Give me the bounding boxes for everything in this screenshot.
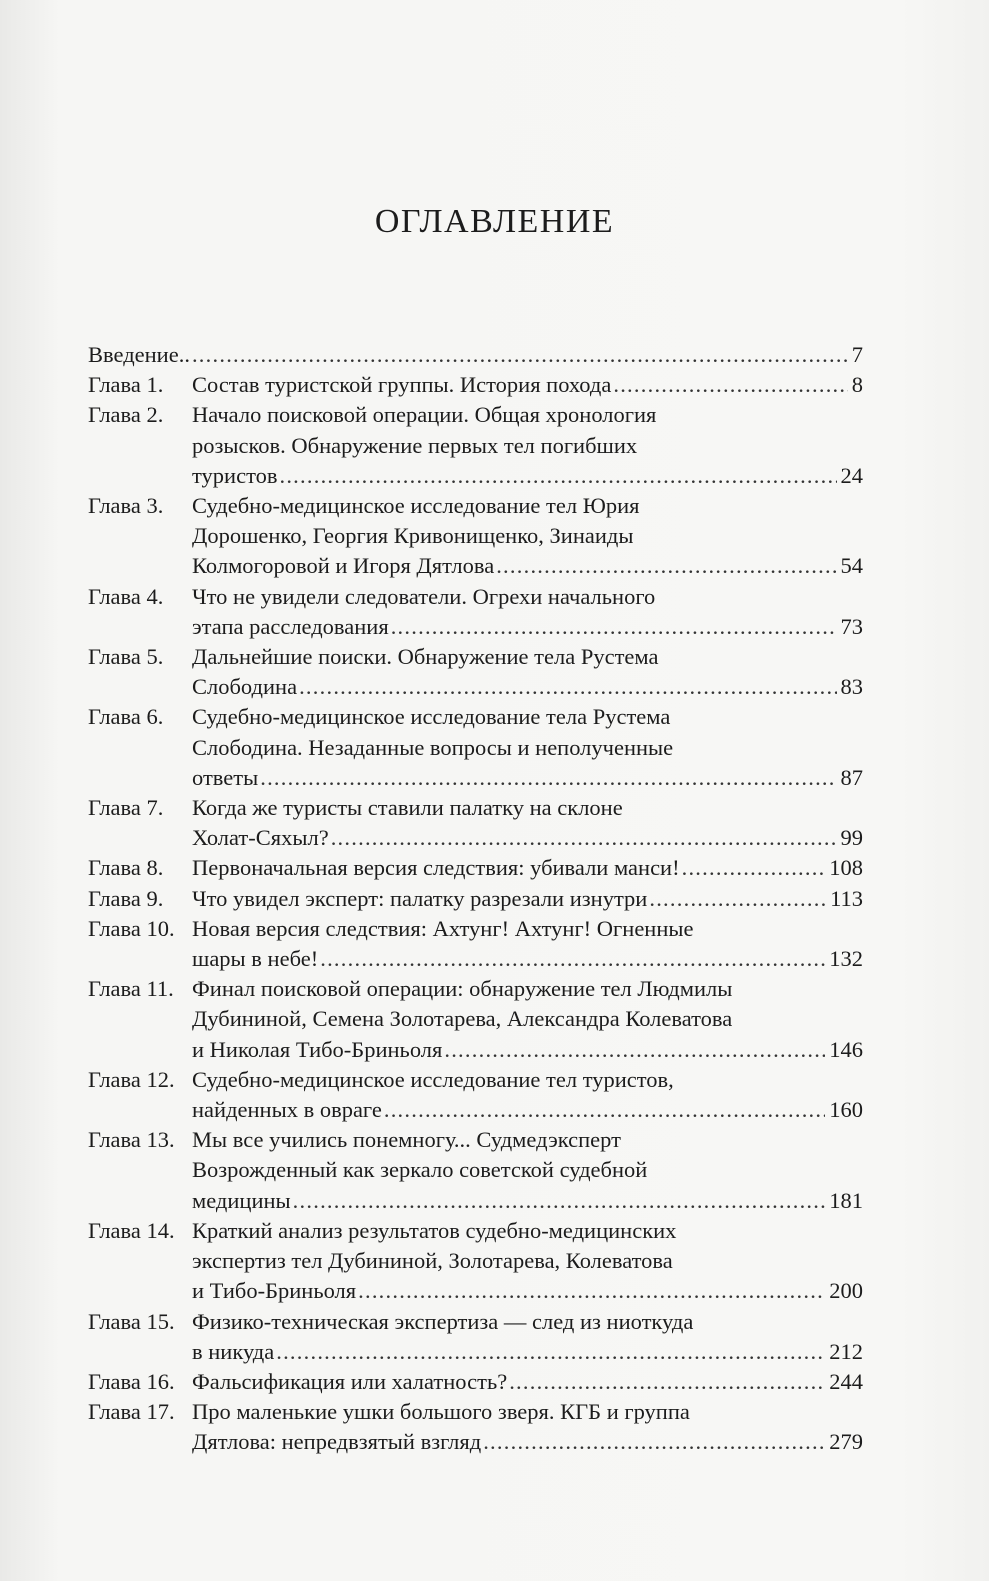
dot-leader <box>649 884 826 914</box>
chapter-title-line: и Тибо-Бриньоля <box>192 1278 357 1304</box>
chapter-title-line: шары в небе! <box>192 946 319 972</box>
toc-entry <box>88 1065 863 1125</box>
toc-page-number: 54 <box>840 553 863 579</box>
chapter-label: Глава 4. <box>88 583 164 609</box>
chapter-label: Глава 14. <box>88 1217 175 1243</box>
chapter-title-line: Фальсификация или халатность? <box>192 1368 508 1394</box>
chapter-title-line: Краткий анализ результатов судебно-медицинских <box>192 1217 677 1243</box>
chapter-title-line: в никуда <box>192 1338 275 1364</box>
chapter-title <box>192 853 863 883</box>
chapter-label: Глава 2. <box>88 402 164 428</box>
toc-entry <box>88 400 863 491</box>
chapter-label: Глава 1. <box>88 372 164 398</box>
chapter-title-line: Что не увидели следователи. Огрехи начального <box>192 583 656 609</box>
chapter-label: Глава 10. <box>88 915 175 941</box>
chapter-title-line: этапа расследования <box>192 613 389 639</box>
chapter-title <box>192 1367 863 1397</box>
chapter-title-line: Мы все учились понемногу... Судмедэксперт <box>192 1127 621 1153</box>
toc-entry <box>88 1307 863 1367</box>
chapter-title-line: Холат-Сяхыл? <box>192 825 329 851</box>
chapter-label: Глава 16. <box>88 1368 175 1394</box>
dot-leader <box>682 853 826 883</box>
chapter-label: Глава 7. <box>88 795 164 821</box>
chapter-title <box>192 491 863 582</box>
toc-page-number: 212 <box>829 1338 863 1364</box>
toc-entry <box>88 914 863 974</box>
toc-page-number: 146 <box>829 1036 863 1062</box>
chapter-title-line: Дорошенко, Георгия Кривонищенко, Зинаиды <box>192 523 634 549</box>
bleed-through-mark <box>88 160 93 183</box>
chapter-title <box>192 1065 863 1125</box>
toc-entry <box>88 702 863 793</box>
chapter-title-line: медицины <box>192 1187 291 1213</box>
toc-page-number: 87 <box>840 764 863 790</box>
chapter-title-line: Что увидел эксперт: палатку разрезали изнутри <box>192 885 648 911</box>
chapter-title-line: Судебно-медицинское исследование тел туристов, <box>192 1066 674 1092</box>
toc-page-number: 181 <box>829 1187 863 1213</box>
toc-entry <box>88 884 863 914</box>
chapter-label: Глава 13. <box>88 1127 175 1153</box>
chapter-title-line: Судебно-медицинское исследование тела Рустема <box>192 704 671 730</box>
dot-leader <box>276 1337 825 1367</box>
dot-leader <box>384 1095 825 1125</box>
dot-leader <box>260 763 836 793</box>
chapter-title-line: Слободина <box>192 674 298 700</box>
toc-entry <box>88 1397 863 1457</box>
chapter-title-line: Судебно-медицинское исследование тел Юрия <box>192 493 640 519</box>
chapter-title-line: туристов <box>192 462 278 488</box>
chapter-title <box>192 884 863 914</box>
chapter-label: Глава 8. <box>88 855 164 881</box>
toc-page-number: 132 <box>829 946 863 972</box>
toc-page-number: 244 <box>829 1368 863 1394</box>
chapter-title-line: Состав туристской группы. История похода <box>192 372 612 398</box>
toc-entry <box>88 1125 863 1216</box>
chapter-title <box>192 1307 863 1367</box>
chapter-label: Глава 5. <box>88 644 164 670</box>
toc-entry-intro <box>88 340 863 370</box>
dot-leader <box>444 1035 825 1065</box>
chapter-title-line: найденных в овраге <box>192 1097 382 1123</box>
chapter-title <box>192 400 863 491</box>
dot-leader <box>613 370 847 400</box>
chapter-title-line: Дальнейшие поиски. Обнаружение тела Рустема <box>192 644 659 670</box>
chapter-label: Глава 15. <box>88 1308 175 1334</box>
toc-page-number: 160 <box>829 1097 863 1123</box>
chapter-title-line: Дубининой, Семена Золотарева, Александра Колеватова <box>192 1006 733 1032</box>
dot-leader <box>483 1427 825 1457</box>
page-title: ОГЛАВЛЕНИЕ <box>374 203 615 240</box>
toc-page-number: 7 <box>851 342 863 367</box>
chapter-title-line: Первоначальная версия следствия: убивали манси! <box>192 855 680 881</box>
toc-page-number: 99 <box>840 825 863 851</box>
dot-leader <box>293 1186 826 1216</box>
chapter-title <box>192 793 863 853</box>
chapter-title-line: экспертиз тел Дубининой, Золотарева, Колеватова <box>192 1248 673 1274</box>
toc-entry <box>88 582 863 642</box>
toc-entry <box>88 370 863 400</box>
chapter-title <box>192 1397 863 1457</box>
chapter-title-line: Возрожденный как зеркало советской судебной <box>192 1157 648 1183</box>
chapter-title-line: Дятлова: непредвзятый взгляд <box>192 1429 482 1455</box>
toc-entry <box>88 642 863 702</box>
dot-leader <box>192 340 848 370</box>
chapter-title-line: Физико-техническая экспертиза — след из ниоткуда <box>192 1308 694 1334</box>
toc-page-number: 83 <box>840 674 863 700</box>
chapter-title <box>192 1216 863 1307</box>
chapter-title <box>192 642 863 702</box>
dot-leader <box>320 944 825 974</box>
dot-leader <box>331 823 837 853</box>
dot-leader <box>496 551 836 581</box>
chapter-title-line: Финал поисковой операции: обнаружение тел Людмилы <box>192 976 733 1002</box>
toc-entry <box>88 974 863 1065</box>
chapter-title <box>192 1125 863 1216</box>
chapter-label: Глава 11. <box>88 976 174 1002</box>
toc-entry <box>88 853 863 883</box>
chapter-title <box>192 582 863 642</box>
chapter-label: Глава 9. <box>88 885 164 911</box>
chapter-title <box>192 974 863 1065</box>
toc-entry <box>88 793 863 853</box>
chapter-title-line: Когда же туристы ставили палатку на склоне <box>192 795 623 821</box>
dot-leader <box>358 1276 825 1306</box>
chapter-title-line: Новая версия следствия: Ахтунг! Ахтунг! Огненные <box>192 915 694 941</box>
chapter-title-line: розысков. Обнаружение первых тел погибших <box>192 432 638 458</box>
toc-page-number: 279 <box>829 1429 863 1455</box>
dot-leader <box>299 672 836 702</box>
chapter-title-line: Слободина. Незаданные вопросы и неполученные <box>192 734 674 760</box>
chapter-title-line: Про маленькие ушки большого зверя. КГБ и группа <box>192 1399 690 1425</box>
toc-page-number: 113 <box>830 885 863 911</box>
table-of-contents <box>88 340 863 1458</box>
chapter-title-line: Начало поисковой операции. Общая хронология <box>192 402 657 428</box>
toc-page-number: 73 <box>840 613 863 639</box>
toc-page-number: 8 <box>851 372 863 398</box>
toc-entry <box>88 491 863 582</box>
chapter-title-line: Колмогоровой и Игоря Дятлова <box>192 553 495 579</box>
dot-leader <box>391 612 837 642</box>
toc-page-number: 200 <box>829 1278 863 1304</box>
toc-entry-text: Введение.. <box>88 342 190 367</box>
toc-page-number: 24 <box>840 462 863 488</box>
dot-leader <box>509 1367 825 1397</box>
chapter-label: Глава 17. <box>88 1399 175 1425</box>
chapter-title <box>192 702 863 793</box>
chapter-title-line: и Николая Тибо-Бриньоля <box>192 1036 443 1062</box>
chapter-title <box>192 914 863 974</box>
chapter-title-line: ответы <box>192 764 259 790</box>
toc-entry <box>88 1367 863 1397</box>
chapter-title <box>192 370 863 400</box>
chapter-label: Глава 6. <box>88 704 164 730</box>
chapter-label: Глава 3. <box>88 493 164 519</box>
toc-entry <box>88 1216 863 1307</box>
toc-page-number: 108 <box>829 855 863 881</box>
chapter-label: Глава 12. <box>88 1066 175 1092</box>
dot-leader <box>279 461 836 491</box>
